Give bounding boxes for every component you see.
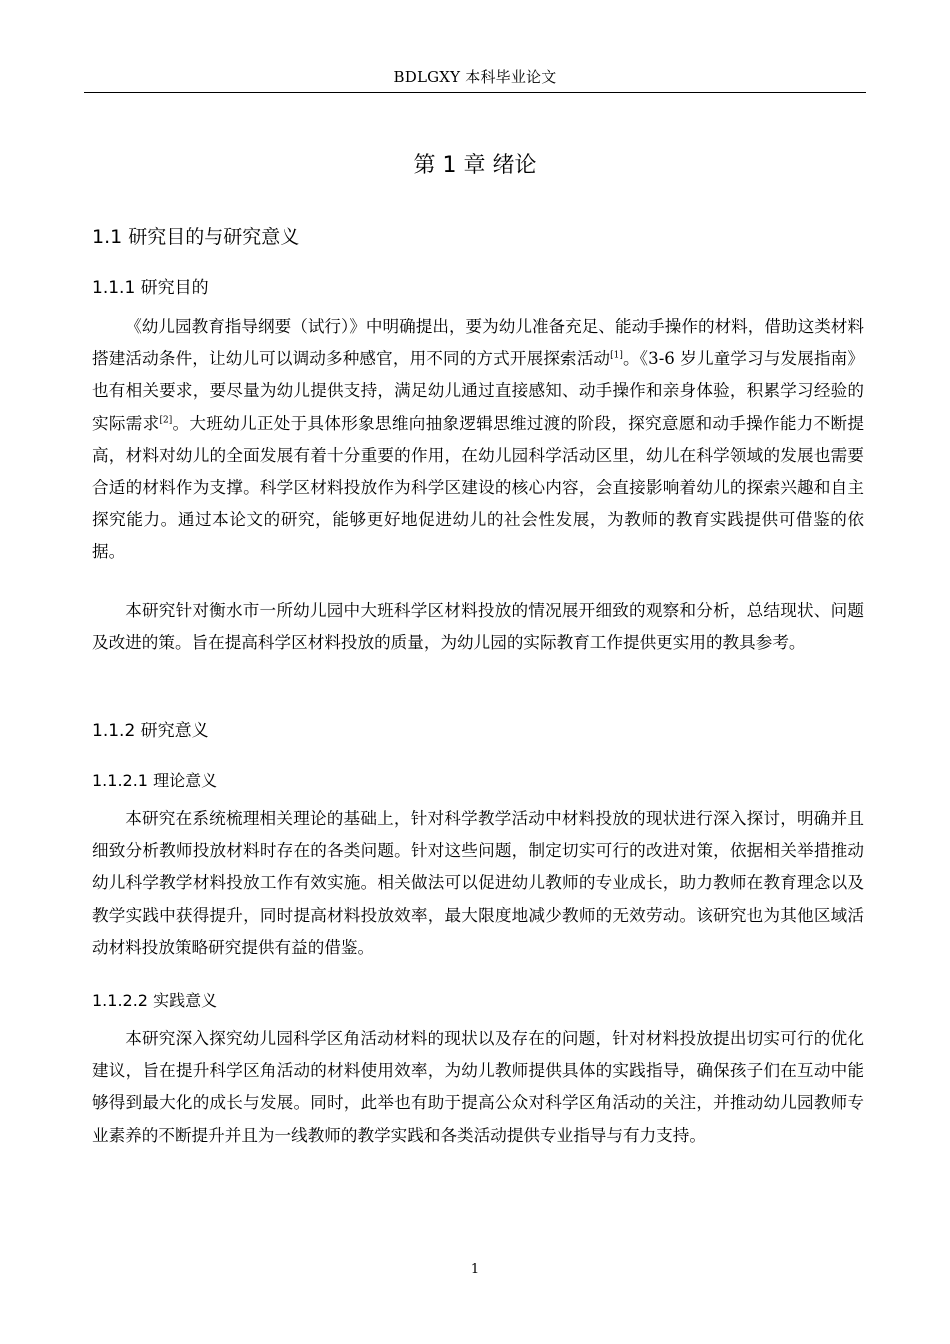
header-divider <box>84 92 866 93</box>
section-heading-1-1: 1.1 研究目的与研究意义 <box>92 226 300 248</box>
section-heading-1-1-2-1: 1.1.2.1 理论意义 <box>92 771 218 790</box>
section-heading-1-1-2: 1.1.2 研究意义 <box>92 721 209 741</box>
paragraph-theoretical-significance: 本研究在系统梳理相关理论的基础上，针对科学教学活动中材料投放的现状进行深入探讨，明确并且细致分析教师投放材料时存在的各类问题。针对这些问题，制定切实可行的改进对策，依据相关举措推动幼儿科学教学材料投放工作有效实施。相关做法可以促进幼儿教师的专业成长，助力教师在教育理念以及教学实践中获得提升，同时提高材料投放效率，最大限度地减少教师的无效劳动。该研究也为其他区域活动材料投放策略研究提供有益的借鉴。 <box>92 809 864 957</box>
paragraph-text: 。大班幼儿正处于具体形象思维向抽象逻辑思维过渡的阶段，探究意愿和动手操作能力不断提高，材料对幼儿的全面发展有着十分重要的作用，在幼儿园科学活动区里，幼儿在科学领域的发展也需要合适的材料作为支撑。科学区材料投放作为科学区建设的核心内容，会直接影响着幼儿的探索兴趣和自主探究能力。通过本论文的研究，能够更好地促进幼儿的社会性发展，为教师的教育实践提供可借鉴的依据。 <box>92 413 865 562</box>
section-heading-1-1-1: 1.1.1 研究目的 <box>92 278 209 298</box>
page-header: BDLGXY 本科毕业论文 <box>393 68 557 86</box>
paragraph-research-scope: 本研究针对衡水市一所幼儿园中大班科学区材料投放的情况展开细致的观察和分析，总结现状、问题及改进的策。旨在提高科学区材料投放的质量，为幼儿园的实际教育工作提供更实用的教具参考。 <box>92 601 864 653</box>
paragraph-text: 《幼儿园教育指导纲要（试行）》中明确提出，要为幼儿准备充足、能动手操作的材料，借助这类材料搭建活动条件，让幼儿可以调动多种感官，用不同的方式开展探索活动 <box>92 317 864 369</box>
paragraph-research-purpose <box>92 311 864 569</box>
paragraph-text: 。《3-6 岁儿童学习与发展指南》也有相关要求，要尽量为幼儿提供支持，满足幼儿通过直接感知、动手操作和亲身体验，积累学习经验的实际需求 <box>92 349 864 433</box>
citation-ref-1[interactable]: [1] <box>610 350 623 361</box>
citation-ref-2[interactable]: [2] <box>159 415 173 426</box>
page-number: 1 <box>470 1262 480 1277</box>
paragraph-practical-significance: 本研究深入探究幼儿园科学区角活动材料的现状以及存在的问题，针对材料投放提出切实可行的优化建议，旨在提升科学区角活动的材料使用效率，为幼儿教师提供具体的实践指导，确保孩子们在互动中能够得到最大化的成长与发展。同时，此举也有助于提高公众对科学区角活动的关注，并推动幼儿园教师专业素养的不断提升并且为一线教师的教学实践和各类活动提供专业指导与有力支持。 <box>92 1029 864 1145</box>
chapter-title: 第 1 章 绪论 <box>413 153 537 178</box>
section-heading-1-1-2-2: 1.1.2.2 实践意义 <box>92 991 218 1010</box>
